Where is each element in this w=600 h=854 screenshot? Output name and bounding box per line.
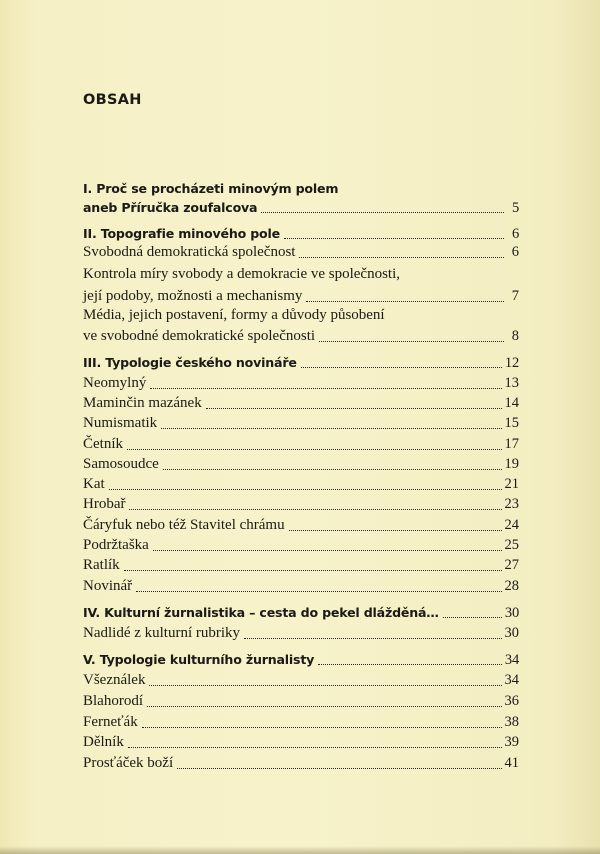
toc-entry-title: Kontrola míry svobody a demokracie ve společnosti, bbox=[83, 266, 401, 282]
toc-entry-title: Ratlík bbox=[83, 557, 120, 573]
toc-entry-title: II. Topografie minového pole bbox=[83, 226, 280, 241]
dot-leader bbox=[127, 449, 502, 450]
toc-entry bbox=[83, 434, 519, 454]
toc-entry bbox=[83, 602, 519, 622]
dot-leader bbox=[261, 212, 504, 213]
toc-entry-page: 30 bbox=[504, 605, 519, 621]
toc-entry-title: III. Typologie českého novináře bbox=[83, 355, 297, 370]
toc-entry-page: 8 bbox=[511, 328, 519, 344]
toc-entry-page: 21 bbox=[504, 476, 519, 492]
toc-entry-title: I. Proč se procházeti minovým polem bbox=[83, 181, 339, 196]
toc-entry-page: 36 bbox=[504, 693, 519, 709]
dot-leader bbox=[177, 768, 501, 769]
toc-entry-title: Neomylný bbox=[83, 375, 147, 391]
toc-entry bbox=[83, 753, 519, 773]
toc-entry-page: 6 bbox=[511, 244, 519, 260]
toc-entry-title: Dělník bbox=[83, 734, 124, 750]
toc-entry-title: Novinář bbox=[83, 578, 133, 594]
toc-entry-page: 28 bbox=[504, 578, 519, 594]
toc-entry-title: Prosťáček boží bbox=[83, 755, 174, 771]
dot-leader bbox=[147, 706, 502, 707]
toc-entry-page: 6 bbox=[511, 226, 519, 242]
toc-entry-title: Blahorodí bbox=[83, 693, 143, 709]
dot-leader bbox=[149, 685, 501, 686]
toc-entry-page: 14 bbox=[504, 395, 519, 411]
toc-entry-title: Podržtaška bbox=[83, 537, 149, 553]
toc-entry bbox=[83, 623, 519, 643]
toc-entry-page: 13 bbox=[504, 375, 519, 391]
dot-leader bbox=[244, 638, 501, 639]
toc-entry-page: 34 bbox=[504, 652, 519, 668]
toc-entry-page: 17 bbox=[504, 436, 519, 452]
toc-entry bbox=[83, 454, 519, 474]
toc-entry-title: ve svobodné demokratické společnosti bbox=[83, 328, 316, 344]
toc-entry-title: Svobodná demokratická společnost bbox=[83, 244, 296, 260]
dot-leader bbox=[109, 489, 502, 490]
dot-leader bbox=[206, 408, 502, 409]
toc-entry bbox=[83, 326, 519, 346]
toc-entry-title: Čáryfuk nebo též Stavitel chrámu bbox=[83, 517, 285, 533]
toc-entry bbox=[83, 352, 519, 372]
toc-entry bbox=[83, 670, 519, 690]
toc-entry bbox=[83, 515, 519, 535]
toc-entry-title: Všeználek bbox=[83, 672, 146, 688]
toc-entry bbox=[83, 223, 519, 243]
toc-entry bbox=[83, 197, 519, 217]
dot-leader bbox=[319, 341, 504, 342]
toc-entry bbox=[83, 286, 519, 306]
toc-entry-title: Kat bbox=[83, 476, 105, 492]
toc-entry-page: 12 bbox=[504, 355, 519, 371]
toc-entry-title: IV. Kulturní žurnalistika – cesta do pekel dlážděná… bbox=[83, 605, 439, 620]
toc-entry-title: V. Typologie kulturního žurnalisty bbox=[83, 652, 315, 667]
dot-leader bbox=[124, 570, 502, 571]
toc-entry bbox=[83, 691, 519, 711]
toc-entry-title: Numismatik bbox=[83, 415, 158, 431]
page-title: OBSAH bbox=[83, 92, 142, 108]
dot-leader bbox=[443, 617, 502, 618]
toc-entry bbox=[83, 305, 519, 325]
dot-leader bbox=[284, 238, 504, 239]
dot-leader bbox=[128, 747, 502, 748]
dot-leader bbox=[306, 301, 504, 302]
dot-leader bbox=[163, 469, 502, 470]
toc-entry-page: 39 bbox=[504, 734, 519, 750]
toc-entry bbox=[83, 576, 519, 596]
toc-entry bbox=[83, 494, 519, 514]
toc-entry-title: aneb Příručka zoufalcova bbox=[83, 200, 258, 215]
toc-entry-title: Četník bbox=[83, 436, 123, 452]
toc-entry-page: 41 bbox=[504, 755, 519, 771]
dot-leader bbox=[289, 530, 502, 531]
toc-entry-page: 7 bbox=[511, 288, 519, 304]
toc-entry bbox=[83, 555, 519, 575]
dot-leader bbox=[129, 509, 501, 510]
dot-leader bbox=[150, 388, 501, 389]
toc-entry bbox=[83, 393, 519, 413]
toc-entry-page: 5 bbox=[511, 200, 519, 216]
toc-entry-page: 30 bbox=[504, 625, 519, 641]
toc-entry bbox=[83, 649, 519, 669]
toc-entry-page: 24 bbox=[504, 517, 519, 533]
toc-entry bbox=[83, 712, 519, 732]
toc-entry-title: Ferneťák bbox=[83, 714, 138, 730]
toc-entry-title: Média, jejich postavení, formy a důvody působení bbox=[83, 307, 385, 323]
page-edge-shadow bbox=[0, 846, 600, 854]
dot-leader bbox=[142, 727, 502, 728]
toc-entry-page: 15 bbox=[504, 415, 519, 431]
dot-leader bbox=[136, 591, 501, 592]
toc-entry-page: 27 bbox=[504, 557, 519, 573]
toc-entry bbox=[83, 413, 519, 433]
toc-entry-title: její podoby, možnosti a mechanismy bbox=[83, 288, 303, 304]
toc-entry bbox=[83, 732, 519, 752]
toc-entry bbox=[83, 242, 519, 262]
toc-entry bbox=[83, 178, 519, 198]
toc-entry-page: 25 bbox=[504, 537, 519, 553]
dot-leader bbox=[153, 550, 502, 551]
toc-entry-title: Maminčin mazánek bbox=[83, 395, 202, 411]
toc-entry bbox=[83, 264, 519, 284]
toc-entry-page: 19 bbox=[504, 456, 519, 472]
dot-leader bbox=[301, 367, 502, 368]
toc-entry bbox=[83, 474, 519, 494]
toc-entry bbox=[83, 535, 519, 555]
toc-entry-page: 34 bbox=[504, 672, 519, 688]
dot-leader bbox=[161, 428, 501, 429]
toc-entry bbox=[83, 373, 519, 393]
toc-entry-page: 23 bbox=[504, 496, 519, 512]
dot-leader bbox=[318, 664, 502, 665]
toc-entry-title: Nadlidé z kulturní rubriky bbox=[83, 625, 241, 641]
dot-leader bbox=[299, 257, 504, 258]
toc-entry-title: Samosoudce bbox=[83, 456, 159, 472]
toc-entry-title: Hrobař bbox=[83, 496, 126, 512]
toc-entry-page: 38 bbox=[504, 714, 519, 730]
